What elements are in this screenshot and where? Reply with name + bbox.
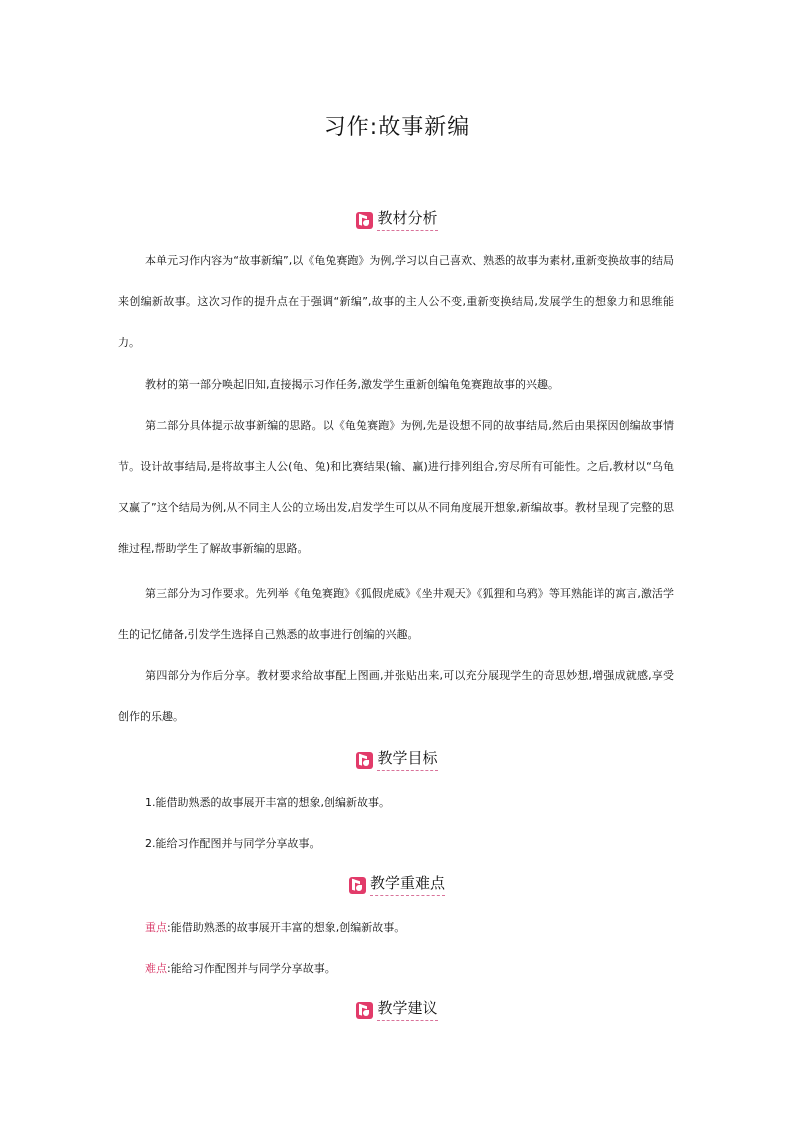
section-heading-label: 教学重难点 — [370, 874, 445, 896]
focus-text: :能借助熟悉的故事展开丰富的想象,创编新故事。 — [167, 921, 406, 934]
section-heading-analysis — [0, 207, 794, 233]
focus-point — [145, 920, 405, 936]
paragraph: 本单元习作内容为“故事新编”,以《龟兔赛跑》为例,学习以自己喜欢、熟悉的故事为素材,重新变换故事的结局来创编新故事。这次习作的提升点在于强调“新编”,故事的主人公不变,重新变换结局,发展学生的想象力和思维能力。 — [118, 254, 674, 349]
difficulty-point — [145, 961, 336, 977]
focus-label: 重点 — [145, 921, 167, 934]
section-heading-goals — [0, 747, 794, 773]
section-heading-label: 教学建议 — [377, 999, 437, 1021]
goal-item: 1.能借助熟悉的故事展开丰富的想象,创编新故事。 — [145, 796, 390, 809]
paragraph: 教材的第一部分唤起旧知,直接揭示习作任务,激发学生重新创编龟兔赛跑故事的兴趣。 — [145, 378, 559, 391]
difficulty-label: 难点 — [145, 962, 167, 975]
goal-item: 2.能给习作配图并与同学分享故事。 — [145, 837, 321, 850]
bookmark-badge-icon — [349, 877, 366, 894]
section-heading-key-points — [0, 872, 794, 898]
difficulty-text: :能给习作配图并与同学分享故事。 — [167, 962, 336, 975]
section-heading-suggestions — [0, 997, 794, 1023]
bookmark-badge-icon — [356, 212, 373, 229]
bookmark-badge-icon — [356, 1002, 373, 1019]
bookmark-badge-icon — [356, 752, 373, 769]
section-heading-label: 教材分析 — [377, 209, 437, 231]
section-heading-label: 教学目标 — [377, 749, 437, 771]
paragraph: 第二部分具体提示故事新编的思路。以《龟兔赛跑》为例,先是设想不同的故事结局,然后由果探因创编故事情节。设计故事结局,是将故事主人公(龟、兔)和比赛结果(输、赢)进行排列组合,穷尽所有可能性。之后,教材以“乌龟又赢了”这个结局为例,从不同主人公的立场出发,启发学生可以从不同角度展开想象,新编故事。教材呈现了完整的思维过程,帮助学生了解故事新编的思路。 — [118, 419, 674, 555]
paragraph: 第三部分为习作要求。先列举《龟兔赛跑》《狐假虎威》《坐井观天》《狐狸和乌鸦》等耳熟能详的寓言,激活学生的记忆储备,引发学生选择自己熟悉的故事进行创编的兴趣。 — [118, 587, 674, 641]
page-title: 习作:故事新编 — [323, 115, 471, 140]
paragraph: 第四部分为作后分享。教材要求给故事配上图画,并张贴出来,可以充分展现学生的奇思妙想,增强成就感,享受创作的乐趣。 — [118, 669, 674, 723]
